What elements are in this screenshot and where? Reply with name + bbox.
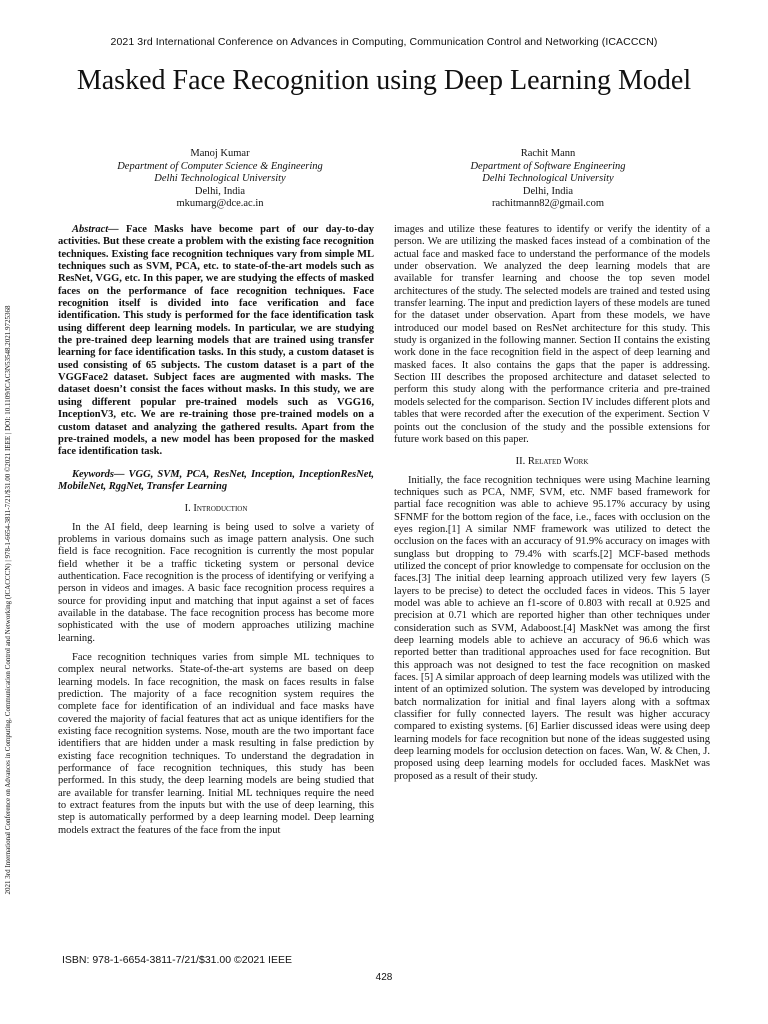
author-2-block [428, 148, 668, 211]
section-heading-introduction: I. Introduction [184, 503, 248, 515]
author-2-univ: Delhi Technological University [482, 173, 614, 184]
abstract [58, 224, 374, 459]
isbn-footer: ISBN: 978-1-6654-3811-7/21/$31.00 ©2021 IEEE [62, 954, 292, 966]
intro-paragraph-2: Face recognition techniques varies from simple ML techniques to complex neural networks. State-of-the-art systems are based on deep learning models. In face recognition, the mask on faces results in false prediction. The majority of a face recognition system requires the complete face for identification of an individual and face masks have covered the majority of facial features that act as unique identifiers for the existing face recognition systems. Nose, mouth are the two important face identifiers that are hidden under a mask resulting in false prediction by existing face recognition techniques. To understand the degradation in performance of face recognition techniques, this study has been performed. In this study, the deep learning models are being studied that are available for transfer learning. Initial ML techniques require the need to extract features from the inputs but with the use of deep learning, this step is automatically performed by a deep learning model. Deep learning models extract the features of the face from the input [58, 652, 374, 836]
abstract-text: Face Masks have become part of our day-to-day activities. But these create a problem with the existing face recognition techniques. Existing face recognition techniques vary from simple ML techniques such as SVM, PCA, etc. to state-of-the-art models such as ResNet, VGG, etc. In this paper, we are studying the effects of masked faces on the performance of face recognition techniques. Face recognition itself is divided into face verification and face identification. This study is performed for the face identification task using different deep learning models. In particular, we are studying the pre-trained deep learning models that are trained using transfer learning for face identification tasks. In this study, a custom dataset is used consisting of 65 subjects. The custom dataset is a part of the VGGFace2 dataset. Subject faces are augmented with masks. The dataset doesn’t consist the faces without masks. In this study, we are using different popular pre-trained models such as VGG16, InceptionV3, etc. We are re-training those pre-trained models on a custom dataset and analyzing the gathered results. Apart from the pre-trained models, a new model has been proposed for the masked face identification task. [58, 224, 374, 458]
related-work-paragraph-1: Initially, the face recognition techniques were using Machine learning techniques such as PCA, NMF, SVM, etc. NMF based framework for partial face recognition was able to achieve 95.17% accuracy by using SFNMF for the bottom region of the face, i.e., faces with occlusion on the eyes region.[1] A similar NMF framework was utilized to detect the occlusion on the faces with an accuracy of 91.9% accuracy on images with sunglass but dropping to 79.4% with scarfs.[2] MCF-based methods utilized the concept of prior knowledge to compensate for occlusion on the faces.[3] The initial deep learning approach utilized very few layers (5 layers to be precise) to detect the occluded faces in videos. This 5 layer model was able to achieve an f1-score of 0.803 with recall at 0.925 and precision at 0.71 which are reported higher than other techniques under consideration such as SVM, Adaboost.[4] MaskNet was among the first deep learning models able to achieve an accuracy of 96.6 which was reported better than traditional approaches used for face recognition. But this approach was not designed to test the face recognition on masked faces. [5] A similar approach of deep learning models was utilized with the intent of an optimized solution. The system was developed by introducing batch normalization for initial and final layers along with a softmax classifier for fully connected layers. The result was higher accuracy compared to existing systems. [6] Earlier discussed ideas were using deep learning models for face recognition but none of the ideas suggested using deep learning models for occlusion detection on faces. Wan, W. & Chen, J. proposed using deep learning models for occluded faces. MaskNet was proposed as a result of their study. [394, 474, 710, 782]
intro-paragraph-1: In the AI field, deep learning is being used to solve a variety of problems in various domains such as image pattern analysis. One such field is face recognition. Face recognition is currently the most popular field whether it be a traffic ticketing system or personal device authentication. Face recognition is the process of identifying or verifying a person in videos and images. A basic face recognition process requires a source for providing input and matching that input against a set of faces available in the database. The face recognition process has become more sophisticated with the use of modern approaches utilizing machine learning. [58, 521, 374, 644]
paper-title: Masked Face Recognition using Deep Learning Model [76, 65, 692, 96]
page-number: 428 [375, 972, 393, 983]
author-2-dept: Department of Software Engineering [470, 160, 626, 172]
author-1-block [100, 148, 340, 211]
left-column [58, 224, 374, 844]
author-1-location: Delhi, India [194, 185, 246, 197]
section-heading-related-work: II. Related Work [515, 456, 589, 468]
author-2-location: Delhi, India [522, 185, 574, 197]
author-1-email: mkumarg@dce.ac.in [176, 198, 264, 209]
intro-paragraph-2-continued: images and utilize these features to identify or verify the identity of a person. We are utilizing the masked faces instead of a combination of the actual face and masked face to understand the performance of the models under observation. We analyzed the deep learning models that are available for transfer learning and choose the top seven model architectures of the study. The selected models are trained and tested using transfer learning. The input and prediction layers of these models are tuned for the dataset under observation. Apart from these models, we have introduced our model based on ResNet architecture for this study. This study is organized in the following manner. Section II contains the existing work done in the face recognition field in the aspect of deep learning and masked faces. It also contains the gaps that the paper is addressing. Section III describes the proposed architecture and dataset selected to perform this study along with the performance criteria and pre-trained models selected for the comparison. Section IV includes different plots and tables that were recorded after the execution of the experiment. Section V points out the conclusion of the study and the possible extensions for future work based on this paper. [394, 224, 710, 445]
author-2-email: rachitmann82@gmail.com [491, 198, 604, 209]
conference-header: 2021 3rd International Conference on Advances in Computing, Communication Control and Networking (ICACCCN) [110, 36, 658, 48]
abstract-label: Abstract— [72, 224, 119, 235]
author-1-name: Manoj Kumar [190, 148, 250, 159]
author-2-name: Rachit Mann [520, 148, 576, 159]
keywords [58, 469, 374, 494]
keywords-label: Keywords— [72, 468, 125, 480]
doi-sidebar-text: 2021 3rd International Conference on Advances in Computing, Communication Control and Networking (ICACCCN) | 978-1-6654-3811-7/21/$31.00 ©2021 IEEE | DOI: 10.1109/ICAC3N53548.2021.9725368 [4, 305, 12, 895]
author-1-dept: Department of Computer Science & Engineering [117, 160, 323, 172]
right-column [394, 224, 710, 790]
keywords-text: VGG, SVM, PCA, ResNet, Inception, InceptionResNet, MobileNet, RggNet, Transfer Learning [58, 468, 374, 492]
author-1-univ: Delhi Technological University [154, 173, 286, 184]
